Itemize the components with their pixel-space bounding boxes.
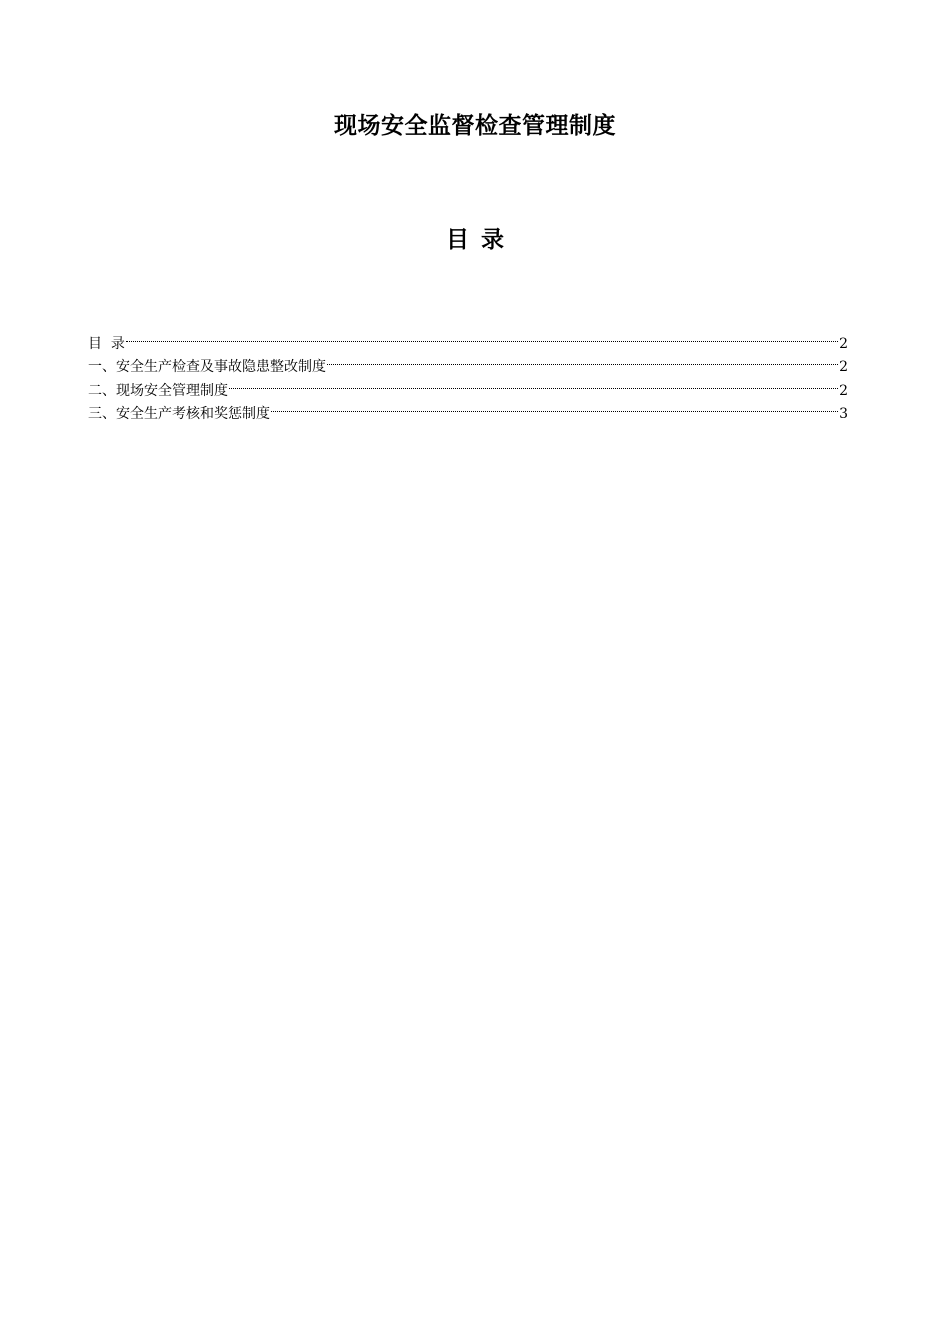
toc-dot-leader	[126, 324, 838, 348]
toc-entry-page-number: 2	[839, 335, 848, 352]
toc-entry-safety-inspection[interactable]	[88, 348, 848, 375]
toc-entry-page-number: 3	[839, 406, 848, 422]
toc-heading	[0, 224, 950, 256]
toc-entry-page-number: 2	[839, 359, 848, 375]
toc-entry-label: 目 录	[88, 335, 125, 352]
toc-entry-label: 二、现场安全管理制度	[88, 382, 228, 399]
toc-entry-page-number: 2	[839, 382, 848, 399]
toc-entry-contents[interactable]	[88, 324, 848, 352]
document-title: 现场安全监督检查管理制度	[334, 113, 616, 139]
toc-entry-label: 一、安全生产检查及事故隐患整改制度	[88, 359, 326, 375]
toc-heading-char: 目	[446, 227, 469, 253]
toc-heading-char: 录	[481, 227, 504, 253]
toc-dot-leader	[229, 371, 838, 395]
table-of-contents	[88, 324, 848, 422]
toc-entry-label: 三、安全生产考核和奖惩制度	[88, 406, 270, 422]
toc-dot-leader	[271, 395, 838, 419]
toc-dot-leader	[327, 348, 838, 372]
